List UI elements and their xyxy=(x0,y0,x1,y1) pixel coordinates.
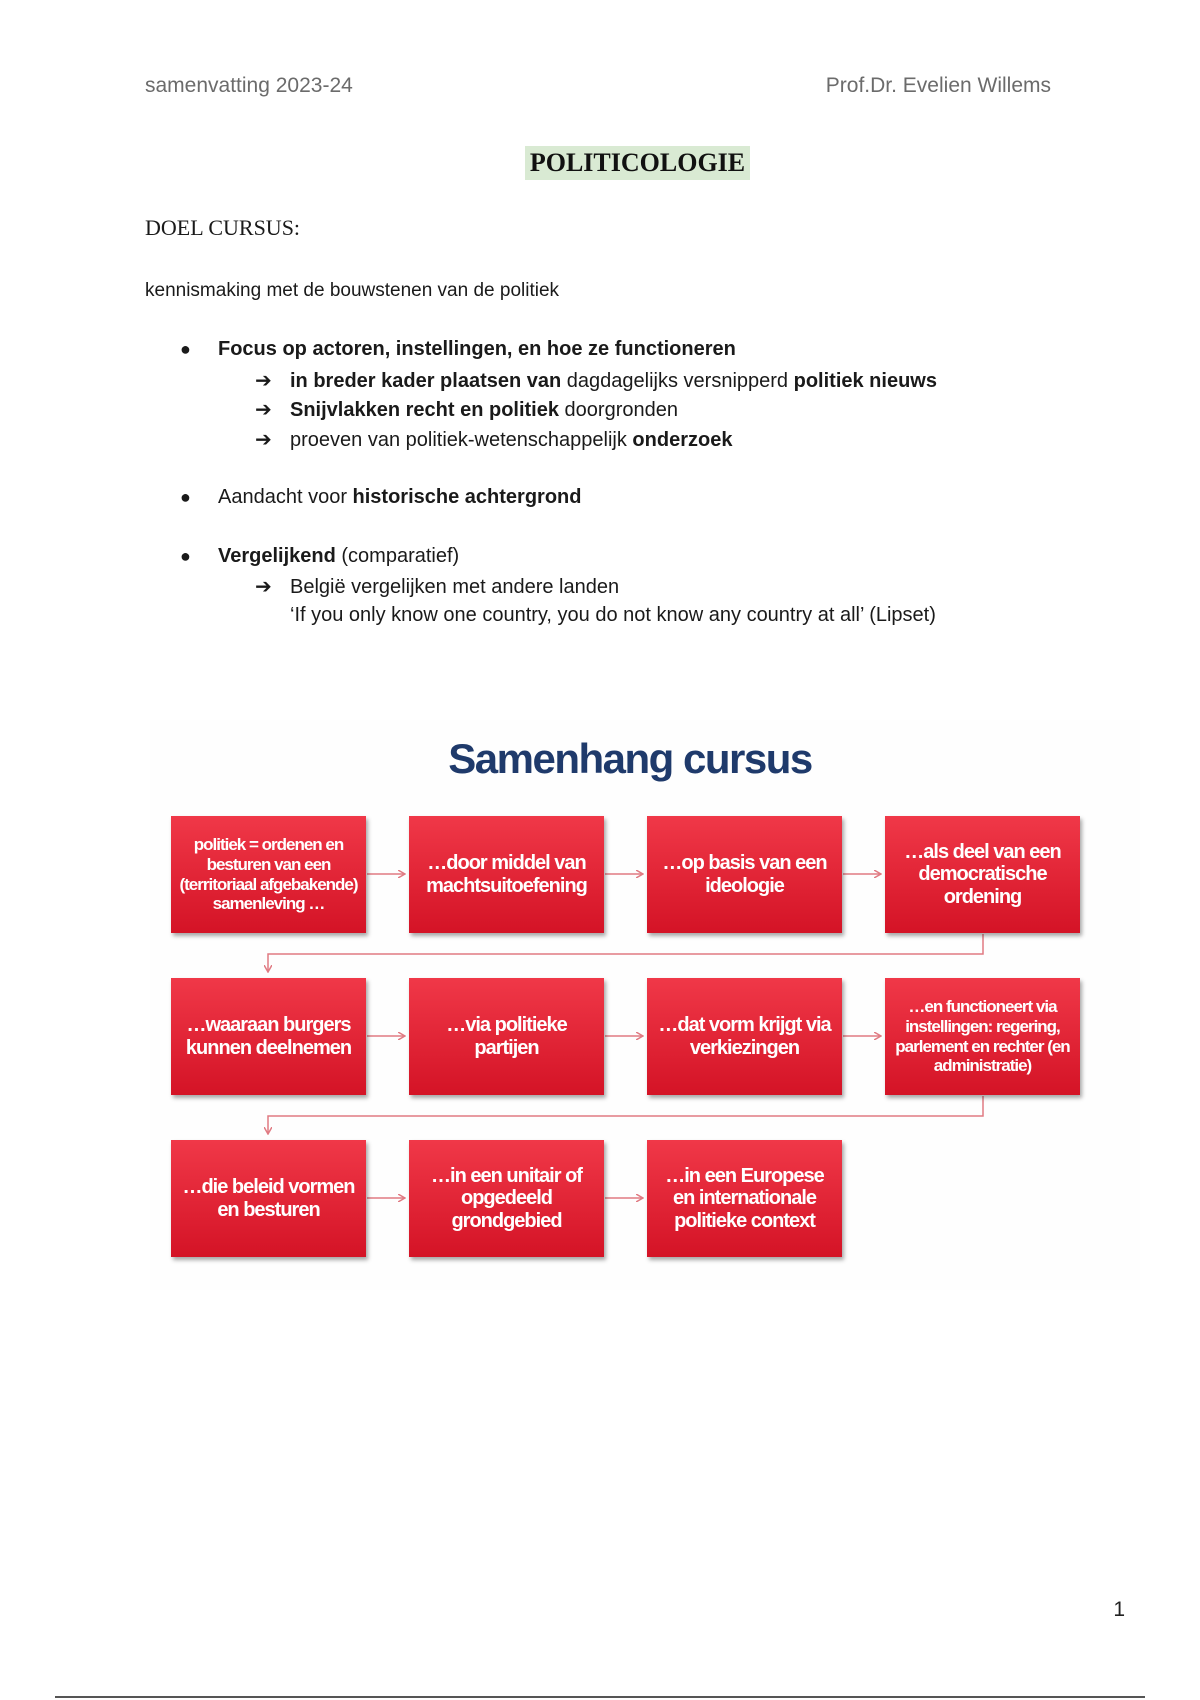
arrow-icon: ➔ xyxy=(255,429,272,451)
diagram-box-8: …en functioneert via instellingen: regering, parlement en rechter (en administratie) xyxy=(885,978,1080,1095)
bullet-dot: ● xyxy=(180,339,191,359)
diagram-box-6: …via politieke partijen xyxy=(409,978,604,1095)
arrow-icon: ➔ xyxy=(255,370,272,392)
diagram-title: Samenhang cursus xyxy=(448,735,812,782)
arrow-icon: ➔ xyxy=(255,399,272,421)
diagram-box-11: …in een Europese en internationale politieke context xyxy=(647,1140,842,1257)
samenhang-diagram xyxy=(150,720,1140,1290)
sub-item: ➔ proeven van politiek-wetenschappelijk onderzoek xyxy=(255,429,733,451)
diagram-box-7: …dat vorm krijgt via verkiezingen xyxy=(647,978,842,1095)
sub-item: ➔ in breder kader plaatsen van dagdagelijks versnipperd politiek nieuws xyxy=(255,370,937,392)
arrow-icon: ➔ xyxy=(255,576,272,598)
page-title: POLITICOLOGIE xyxy=(0,146,1200,180)
bullet-dot: ● xyxy=(180,487,191,507)
lipset-quote: ‘If you only know one country, you do not know any country at all’ (Lipset) xyxy=(290,604,936,626)
bullet-dot: ● xyxy=(180,546,191,566)
sub-item: ➔ Snijvlakken recht en politiek doorgronden xyxy=(255,399,678,421)
bullet-vergelijkend: ● Vergelijkend (comparatief) xyxy=(180,545,460,567)
diagram-box-3: …op basis van een ideologie xyxy=(647,816,842,933)
diagram-box-9: …die beleid vormen en besturen xyxy=(171,1140,366,1257)
diagram-box-2: …door middel van machtsuitoefening xyxy=(409,816,604,933)
connector-wrap xyxy=(268,934,983,972)
sub-item: ➔ België vergelijken met andere landen xyxy=(255,576,620,598)
bullet-focus: ● Focus op actoren, instellingen, en hoe ze functioneren xyxy=(180,338,736,360)
bullet-historisch: ● Aandacht voor historische achtergrond xyxy=(180,486,582,508)
diagram-box-1: politiek = ordenen en besturen van een (territoriaal afgebakende) samenleving … xyxy=(171,816,366,933)
diagram-box-4: …als deel van een democratische ordening xyxy=(885,816,1080,933)
page-number: 1 xyxy=(1113,1598,1125,1621)
header-right: Prof.Dr. Evelien Willems xyxy=(825,74,1051,97)
connector-wrap xyxy=(268,1096,983,1134)
footer-divider xyxy=(55,1696,1145,1698)
header-left: samenvatting 2023-24 xyxy=(145,74,353,97)
diagram-box-5: …waaraan burgers kunnen deelnemen xyxy=(171,978,366,1095)
intro-text: kennismaking met de bouwstenen van de politiek xyxy=(145,280,560,301)
section-label: DOEL CURSUS: xyxy=(145,215,301,240)
diagram-box-10: …in een unitair of opgedeeld grondgebied xyxy=(409,1140,604,1257)
